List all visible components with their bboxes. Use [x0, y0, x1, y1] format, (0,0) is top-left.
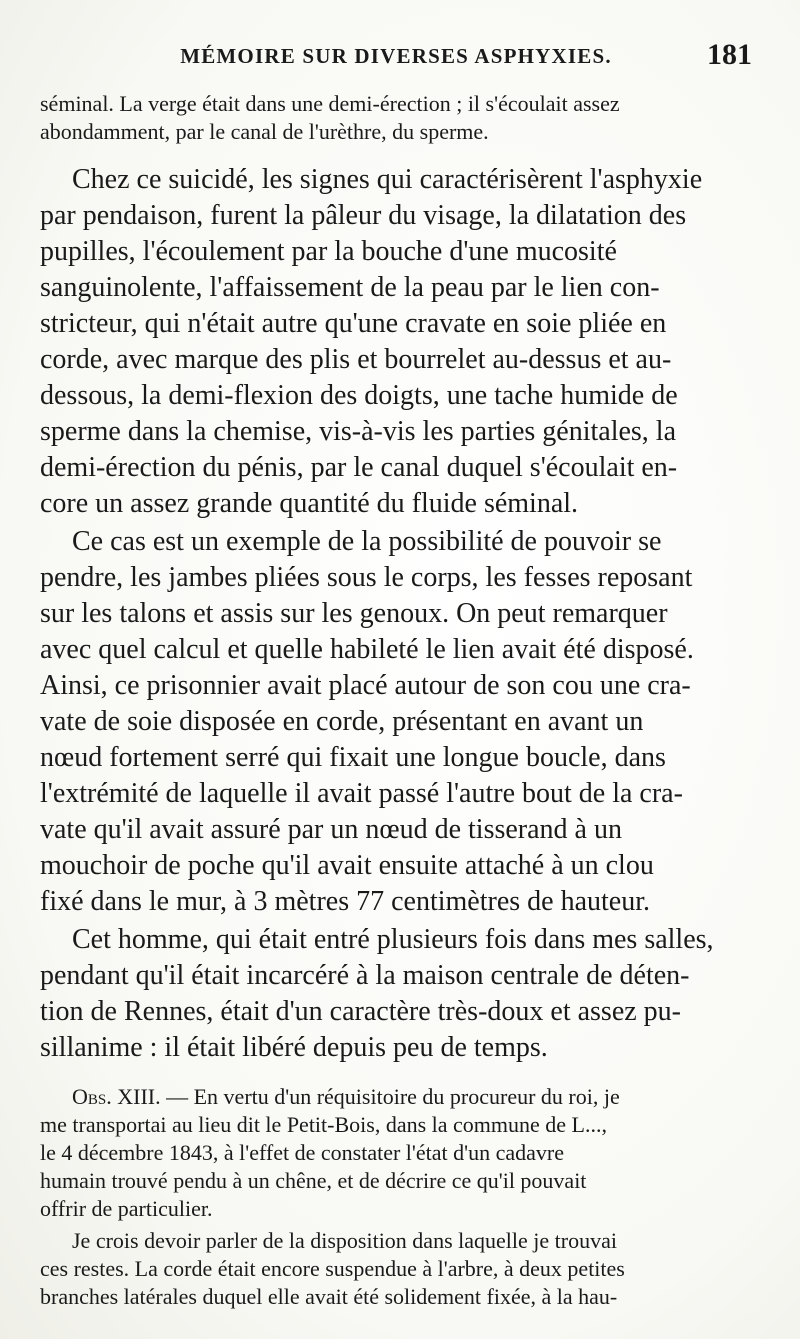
- text-line: l'extrémité de laquelle il avait passé l'autre bout de la cra-: [40, 778, 683, 809]
- text-line: offrir de particulier.: [40, 1196, 213, 1221]
- observation-heading-line: [40, 1083, 756, 1111]
- text-line: corde, avec marque des plis et bourrelet au-dessus et au-: [40, 344, 672, 375]
- text-line: Ainsi, ce prisonnier avait placé autour de son cou une cra-: [40, 670, 691, 701]
- text-line: pupilles, l'écoulement par la bouche d'une mucosité: [40, 236, 617, 267]
- paragraph-start-line: Cet homme, qui était entré plusieurs fois dans mes salles,: [72, 924, 714, 955]
- text-line: tion de Rennes, était d'un caractère très-doux et assez pu-: [40, 996, 682, 1027]
- page-number: 181: [707, 38, 752, 71]
- text-line: mouchoir de poche qu'il avait ensuite attaché à un clou: [40, 850, 654, 881]
- observation-label: Obs. XIII.: [72, 1084, 161, 1109]
- text-line: ces restes. La corde était encore suspendue à l'arbre, à deux petites: [40, 1256, 625, 1281]
- paragraph-start-line: Je crois devoir parler de la disposition dans laquelle je trouvai: [72, 1228, 617, 1253]
- text-line: core un assez grande quantité du fluide séminal.: [40, 488, 579, 519]
- text-line: sillanime : il était libéré depuis peu de temps.: [40, 1032, 548, 1063]
- text-line: sperme dans la chemise, vis-à-vis les parties génitales, la: [40, 416, 677, 447]
- observation-first-line: — En vertu d'un réquisitoire du procureur du roi, je: [160, 1084, 620, 1109]
- text-line: sur les talons et assis sur les genoux. On peut remarquer: [40, 598, 668, 629]
- text-line: demi-érection du pénis, par le canal duquel s'écoulait en-: [40, 452, 678, 483]
- text-line: nœud fortement serré qui fixait une longue boucle, dans: [40, 742, 666, 773]
- text-line: stricteur, qui n'était autre qu'une cravate en soie pliée en: [40, 308, 667, 339]
- paragraph-start-line: Chez ce suicidé, les signes qui caractérisèrent l'asphyxie: [72, 164, 703, 195]
- text-line: humain trouvé pendu à un chêne, et de décrire ce qu'il pouvait: [40, 1168, 587, 1193]
- paragraph-start-line: Ce cas est un exemple de la possibilité de pouvoir se: [72, 526, 662, 557]
- text-line: le 4 décembre 1843, à l'effet de constater l'état d'un cadavre: [40, 1140, 564, 1165]
- text-line: avec quel calcul et quelle habileté le lien avait été disposé.: [40, 634, 694, 665]
- text-line: vate de soie disposée en corde, présentant en avant un: [40, 706, 644, 737]
- text-line: séminal. La verge était dans une demi-érection ; il s'écoulait assez: [40, 91, 620, 116]
- text-line: branches latérales duquel elle avait été solidement fixée, à la hau-: [40, 1284, 618, 1309]
- text-line: pendant qu'il était incarcéré à la maison centrale de déten-: [40, 960, 690, 991]
- text-line: dessous, la demi-flexion des doigts, une tache humide de: [40, 380, 678, 411]
- text-line: sanguinolente, l'affaissement de la peau par le lien con-: [40, 272, 660, 303]
- page-header: [40, 38, 752, 72]
- text-line: par pendaison, furent la pâleur du visage, la dilatation des: [40, 200, 687, 231]
- text-line: pendre, les jambes pliées sous le corps, les fesses reposant: [40, 562, 693, 593]
- text-line: vate qu'il avait assuré par un nœud de tisserand à un: [40, 814, 622, 845]
- text-line: abondamment, par le canal de l'urèthre, du sperme.: [40, 119, 489, 144]
- running-title: MÉMOIRE SUR DIVERSES ASPHYXIES.: [180, 44, 612, 68]
- text-line: fixé dans le mur, à 3 mètres 77 centimètres de hauteur.: [40, 886, 650, 917]
- text-line: me transportai au lieu dit le Petit-Bois, dans la commune de L...,: [40, 1112, 607, 1137]
